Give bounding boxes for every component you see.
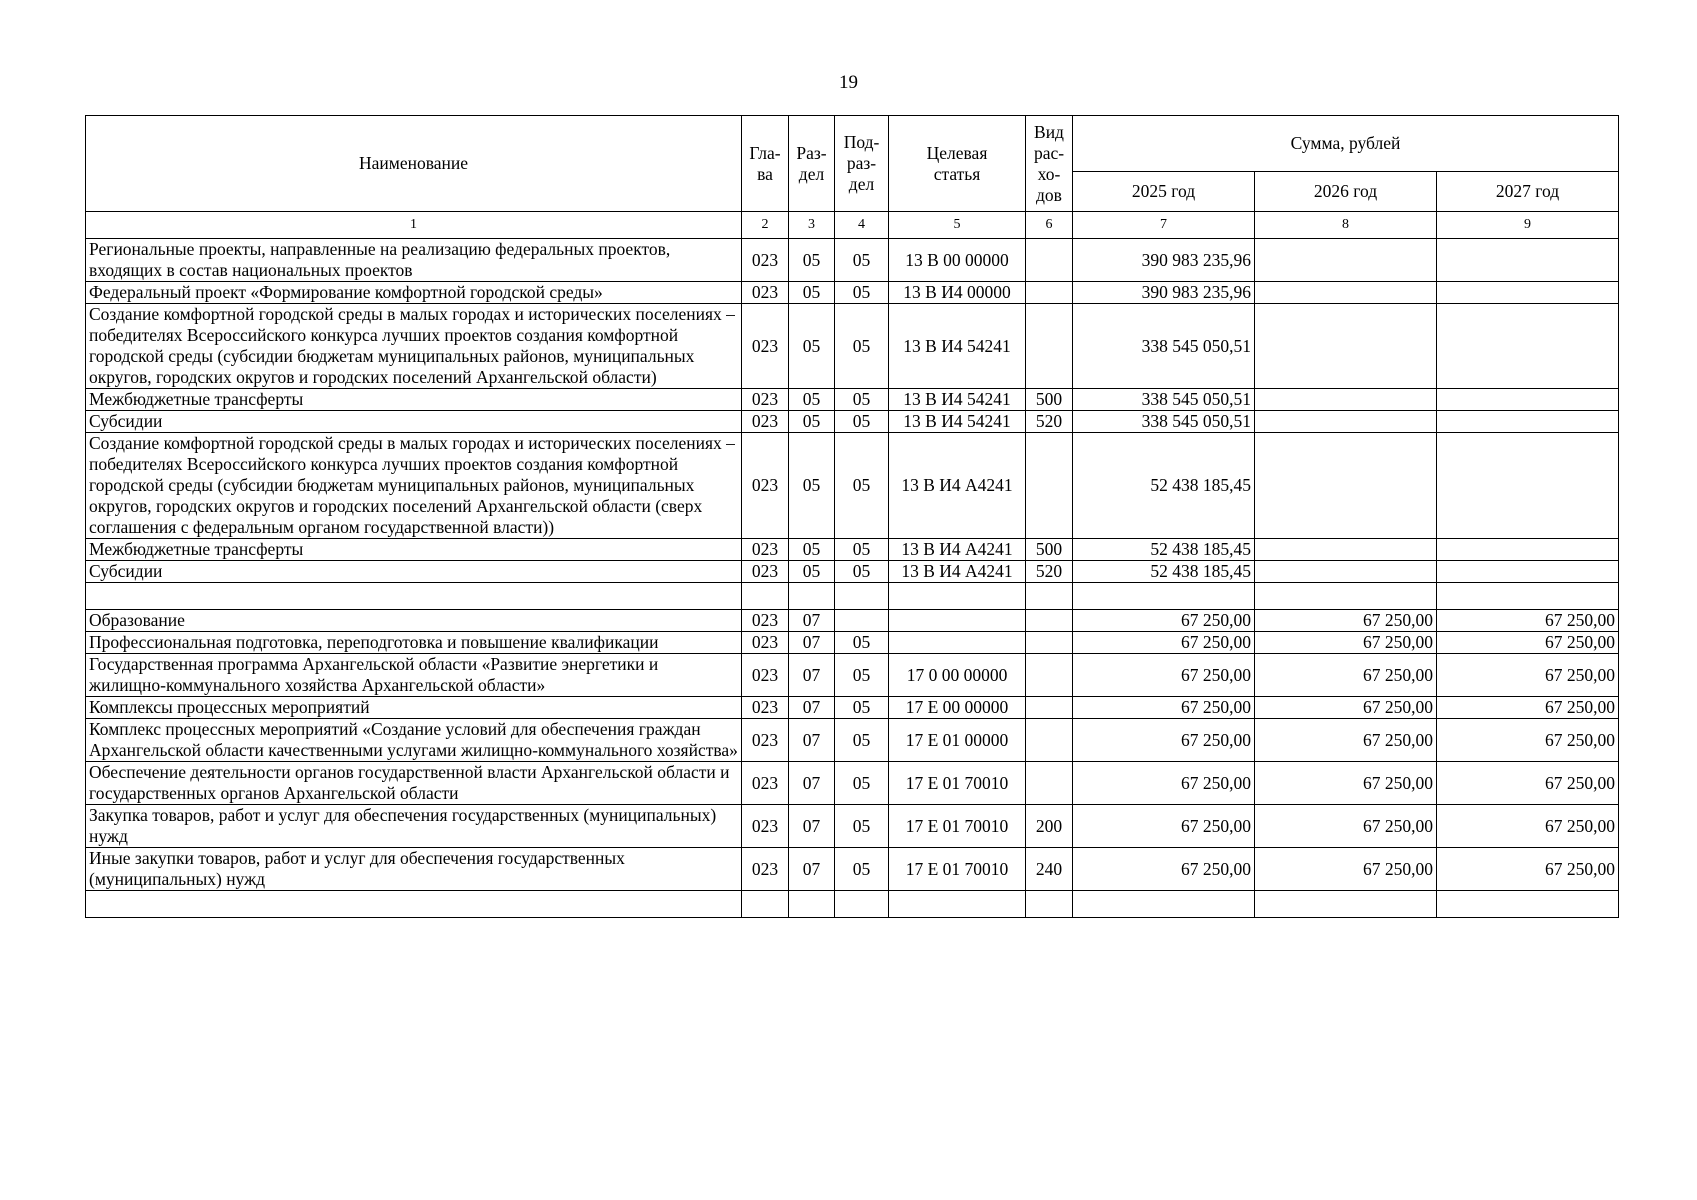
cell-glava: 023	[742, 433, 789, 539]
cell-podrazdel: 05	[835, 719, 889, 762]
cell-2025: 52 438 185,45	[1073, 539, 1255, 561]
cell-celevaya	[889, 632, 1026, 654]
header-glava-text: Гла- ва	[749, 142, 781, 184]
cell-razdel: 07	[789, 719, 835, 762]
cell-podrazdel: 05	[835, 539, 889, 561]
cell-2026	[1255, 891, 1437, 918]
cell-glava: 023	[742, 239, 789, 282]
cell-name: Субсидии	[86, 561, 742, 583]
cell-2025: 67 250,00	[1073, 697, 1255, 719]
cell-vid	[1026, 654, 1073, 697]
column-number: 9	[1437, 212, 1619, 239]
cell-celevaya	[889, 583, 1026, 610]
cell-podrazdel: 05	[835, 433, 889, 539]
column-number: 7	[1073, 212, 1255, 239]
cell-2025	[1073, 583, 1255, 610]
table-row	[86, 632, 1619, 654]
header-vid-text: Вид рас- хо- дов	[1033, 121, 1065, 205]
cell-2026	[1255, 539, 1437, 561]
cell-2027: 67 250,00	[1437, 848, 1619, 891]
cell-glava: 023	[742, 539, 789, 561]
cell-name: Межбюджетные трансферты	[86, 539, 742, 561]
cell-glava: 023	[742, 389, 789, 411]
header-razdel	[789, 116, 835, 212]
table-row	[86, 433, 1619, 539]
column-number: 5	[889, 212, 1026, 239]
table-row	[86, 610, 1619, 632]
cell-razdel	[789, 583, 835, 610]
cell-2025: 67 250,00	[1073, 719, 1255, 762]
header-2025	[1073, 172, 1255, 212]
cell-2027	[1437, 389, 1619, 411]
cell-name: Профессиональная подготовка, переподготовка и повышение квалификации	[86, 632, 742, 654]
cell-name	[86, 583, 742, 610]
cell-vid	[1026, 697, 1073, 719]
cell-2026: 67 250,00	[1255, 805, 1437, 848]
cell-podrazdel: 05	[835, 654, 889, 697]
cell-2027	[1437, 239, 1619, 282]
cell-podrazdel: 05	[835, 762, 889, 805]
cell-glava: 023	[742, 411, 789, 433]
cell-vid	[1026, 719, 1073, 762]
cell-name	[86, 891, 742, 918]
table-row	[86, 282, 1619, 304]
cell-name: Создание комфортной городской среды в малых городах и исторических поселениях – победителях Всероссийского конкурса лучших проектов создания комфортной городской среды (субсидии бюджетам муниципальных районов, муниципальных округов, городских округов и городских поселений Архангельской области)	[86, 304, 742, 389]
cell-podrazdel: 05	[835, 282, 889, 304]
cell-vid: 520	[1026, 561, 1073, 583]
header-2027-text: 2027 год	[1495, 181, 1560, 201]
header-name	[86, 116, 742, 212]
cell-2027: 67 250,00	[1437, 697, 1619, 719]
cell-2025: 52 438 185,45	[1073, 433, 1255, 539]
cell-2025: 67 250,00	[1073, 762, 1255, 805]
cell-2025: 390 983 235,96	[1073, 239, 1255, 282]
cell-2025	[1073, 891, 1255, 918]
column-number: 2	[742, 212, 789, 239]
header-summa-text: Сумма, рублей	[1290, 133, 1401, 153]
column-numbers-row	[86, 212, 1619, 239]
cell-celevaya: 13 В И4 00000	[889, 282, 1026, 304]
budget-table	[85, 115, 1619, 918]
cell-2026: 67 250,00	[1255, 697, 1437, 719]
cell-2027	[1437, 411, 1619, 433]
cell-2027: 67 250,00	[1437, 632, 1619, 654]
cell-name: Обеспечение деятельности органов государственной власти Архангельской области и государственных органов Архангельской области	[86, 762, 742, 805]
cell-celevaya	[889, 610, 1026, 632]
cell-2027	[1437, 561, 1619, 583]
cell-razdel: 07	[789, 632, 835, 654]
cell-name: Образование	[86, 610, 742, 632]
cell-podrazdel	[835, 610, 889, 632]
cell-podrazdel: 05	[835, 389, 889, 411]
table-row	[86, 561, 1619, 583]
cell-2026	[1255, 282, 1437, 304]
cell-razdel: 05	[789, 389, 835, 411]
cell-celevaya: 17 Е 01 00000	[889, 719, 1026, 762]
table-row	[86, 762, 1619, 805]
table-row	[86, 719, 1619, 762]
cell-vid	[1026, 632, 1073, 654]
column-number: 8	[1255, 212, 1437, 239]
cell-2027: 67 250,00	[1437, 654, 1619, 697]
cell-2025: 67 250,00	[1073, 610, 1255, 632]
cell-glava: 023	[742, 762, 789, 805]
header-celevaya-text: Целевая статья	[926, 142, 988, 184]
cell-2026	[1255, 239, 1437, 282]
cell-name: Субсидии	[86, 411, 742, 433]
column-number: 6	[1026, 212, 1073, 239]
cell-2027	[1437, 433, 1619, 539]
cell-2026	[1255, 389, 1437, 411]
cell-celevaya: 17 0 00 00000	[889, 654, 1026, 697]
cell-celevaya: 13 В И4 54241	[889, 389, 1026, 411]
cell-2027	[1437, 539, 1619, 561]
cell-celevaya: 17 Е 01 70010	[889, 762, 1026, 805]
table-row	[86, 697, 1619, 719]
cell-celevaya	[889, 891, 1026, 918]
cell-2026: 67 250,00	[1255, 632, 1437, 654]
cell-2026	[1255, 411, 1437, 433]
cell-podrazdel: 05	[835, 561, 889, 583]
cell-name: Межбюджетные трансферты	[86, 389, 742, 411]
table-body	[86, 239, 1619, 918]
cell-celevaya: 13 В И4 54241	[889, 411, 1026, 433]
cell-glava: 023	[742, 282, 789, 304]
cell-glava	[742, 583, 789, 610]
cell-podrazdel: 05	[835, 848, 889, 891]
cell-podrazdel: 05	[835, 411, 889, 433]
header-razdel-text: Раз- дел	[796, 142, 827, 184]
cell-razdel: 05	[789, 561, 835, 583]
cell-podrazdel: 05	[835, 304, 889, 389]
cell-2027	[1437, 282, 1619, 304]
cell-2025: 67 250,00	[1073, 848, 1255, 891]
cell-razdel: 05	[789, 282, 835, 304]
column-number: 3	[789, 212, 835, 239]
cell-podrazdel: 05	[835, 697, 889, 719]
cell-razdel	[789, 891, 835, 918]
cell-razdel: 05	[789, 239, 835, 282]
table-row	[86, 304, 1619, 389]
cell-2025: 338 545 050,51	[1073, 389, 1255, 411]
cell-podrazdel	[835, 583, 889, 610]
cell-vid: 500	[1026, 389, 1073, 411]
header-celevaya	[889, 116, 1026, 212]
cell-2025: 67 250,00	[1073, 805, 1255, 848]
cell-vid: 500	[1026, 539, 1073, 561]
cell-glava: 023	[742, 654, 789, 697]
cell-razdel: 07	[789, 848, 835, 891]
cell-name: Государственная программа Архангельской области «Развитие энергетики и жилищно-коммунального хозяйства Архангельской области»	[86, 654, 742, 697]
cell-celevaya: 13 В И4 А4241	[889, 539, 1026, 561]
cell-name: Федеральный проект «Формирование комфортной городской среды»	[86, 282, 742, 304]
header-2027	[1437, 172, 1619, 212]
cell-2025: 390 983 235,96	[1073, 282, 1255, 304]
header-name-text: Наименование	[358, 153, 469, 173]
header-podrazdel-text: Под- раз- дел	[843, 132, 880, 194]
cell-glava: 023	[742, 304, 789, 389]
cell-razdel: 07	[789, 610, 835, 632]
header-podrazdel	[835, 116, 889, 212]
column-number: 4	[835, 212, 889, 239]
cell-2026: 67 250,00	[1255, 762, 1437, 805]
cell-2027	[1437, 304, 1619, 389]
cell-2025: 67 250,00	[1073, 632, 1255, 654]
cell-2027	[1437, 583, 1619, 610]
cell-2026	[1255, 561, 1437, 583]
table-row	[86, 389, 1619, 411]
cell-name: Региональные проекты, направленные на реализацию федеральных проектов, входящих в состав национальных проектов	[86, 239, 742, 282]
cell-2026	[1255, 433, 1437, 539]
cell-2027: 67 250,00	[1437, 719, 1619, 762]
cell-2025: 67 250,00	[1073, 654, 1255, 697]
cell-razdel: 05	[789, 411, 835, 433]
cell-vid	[1026, 282, 1073, 304]
cell-razdel: 07	[789, 762, 835, 805]
table-row	[86, 239, 1619, 282]
table-row	[86, 654, 1619, 697]
cell-razdel: 07	[789, 697, 835, 719]
cell-celevaya: 13 В И4 А4241	[889, 433, 1026, 539]
cell-podrazdel: 05	[835, 805, 889, 848]
cell-vid	[1026, 304, 1073, 389]
cell-glava	[742, 891, 789, 918]
cell-name: Комплекс процессных мероприятий «Создание условий для обеспечения граждан Архангельской области качественными услугами жилищно-коммунального хозяйства»	[86, 719, 742, 762]
cell-glava: 023	[742, 632, 789, 654]
cell-glava: 023	[742, 561, 789, 583]
cell-name: Иные закупки товаров, работ и услуг для обеспечения государственных (муниципальных) нужд	[86, 848, 742, 891]
cell-2026: 67 250,00	[1255, 610, 1437, 632]
cell-glava: 023	[742, 848, 789, 891]
cell-vid: 520	[1026, 411, 1073, 433]
header-2026-text: 2026 год	[1313, 181, 1378, 201]
table-row	[86, 539, 1619, 561]
cell-celevaya: 13 В 00 00000	[889, 239, 1026, 282]
cell-celevaya: 17 Е 00 00000	[889, 697, 1026, 719]
cell-razdel: 05	[789, 433, 835, 539]
cell-vid	[1026, 891, 1073, 918]
page-number: 19	[839, 72, 858, 93]
cell-2025: 338 545 050,51	[1073, 304, 1255, 389]
cell-2026: 67 250,00	[1255, 848, 1437, 891]
table-row	[86, 891, 1619, 918]
cell-2026	[1255, 583, 1437, 610]
cell-podrazdel: 05	[835, 239, 889, 282]
header-glava	[742, 116, 789, 212]
cell-name: Комплексы процессных мероприятий	[86, 697, 742, 719]
cell-celevaya: 13 В И4 А4241	[889, 561, 1026, 583]
column-number: 1	[86, 212, 742, 239]
cell-2027: 67 250,00	[1437, 805, 1619, 848]
cell-vid	[1026, 583, 1073, 610]
cell-glava: 023	[742, 697, 789, 719]
header-2026	[1255, 172, 1437, 212]
cell-podrazdel: 05	[835, 632, 889, 654]
cell-podrazdel	[835, 891, 889, 918]
table-header	[86, 116, 1619, 239]
cell-2026: 67 250,00	[1255, 719, 1437, 762]
cell-2026	[1255, 304, 1437, 389]
cell-celevaya: 17 Е 01 70010	[889, 848, 1026, 891]
cell-2025: 338 545 050,51	[1073, 411, 1255, 433]
cell-glava: 023	[742, 719, 789, 762]
cell-vid: 200	[1026, 805, 1073, 848]
table-row	[86, 805, 1619, 848]
cell-glava: 023	[742, 610, 789, 632]
cell-glava: 023	[742, 805, 789, 848]
cell-vid	[1026, 239, 1073, 282]
cell-razdel: 07	[789, 654, 835, 697]
cell-razdel: 07	[789, 805, 835, 848]
cell-razdel: 05	[789, 304, 835, 389]
cell-name: Закупка товаров, работ и услуг для обеспечения государственных (муниципальных) нужд	[86, 805, 742, 848]
cell-2026: 67 250,00	[1255, 654, 1437, 697]
cell-vid: 240	[1026, 848, 1073, 891]
table-row	[86, 411, 1619, 433]
cell-2027: 67 250,00	[1437, 762, 1619, 805]
cell-2027: 67 250,00	[1437, 610, 1619, 632]
cell-celevaya: 13 В И4 54241	[889, 304, 1026, 389]
header-2025-text: 2025 год	[1131, 181, 1196, 201]
cell-vid	[1026, 433, 1073, 539]
cell-2027	[1437, 891, 1619, 918]
cell-vid	[1026, 762, 1073, 805]
cell-razdel: 05	[789, 539, 835, 561]
cell-vid	[1026, 610, 1073, 632]
header-summa	[1073, 116, 1619, 172]
table-row	[86, 848, 1619, 891]
header-vid	[1026, 116, 1073, 212]
cell-2025: 52 438 185,45	[1073, 561, 1255, 583]
table-row	[86, 583, 1619, 610]
cell-celevaya: 17 Е 01 70010	[889, 805, 1026, 848]
cell-name: Создание комфортной городской среды в малых городах и исторических поселениях – победителях Всероссийского конкурса лучших проектов создания комфортной городской среды (субсидии бюджетам муниципальных районов, муниципальных округов, городских округов и городских поселений Архангельской области (сверх соглашения с федеральным органом государственной власти))	[86, 433, 742, 539]
